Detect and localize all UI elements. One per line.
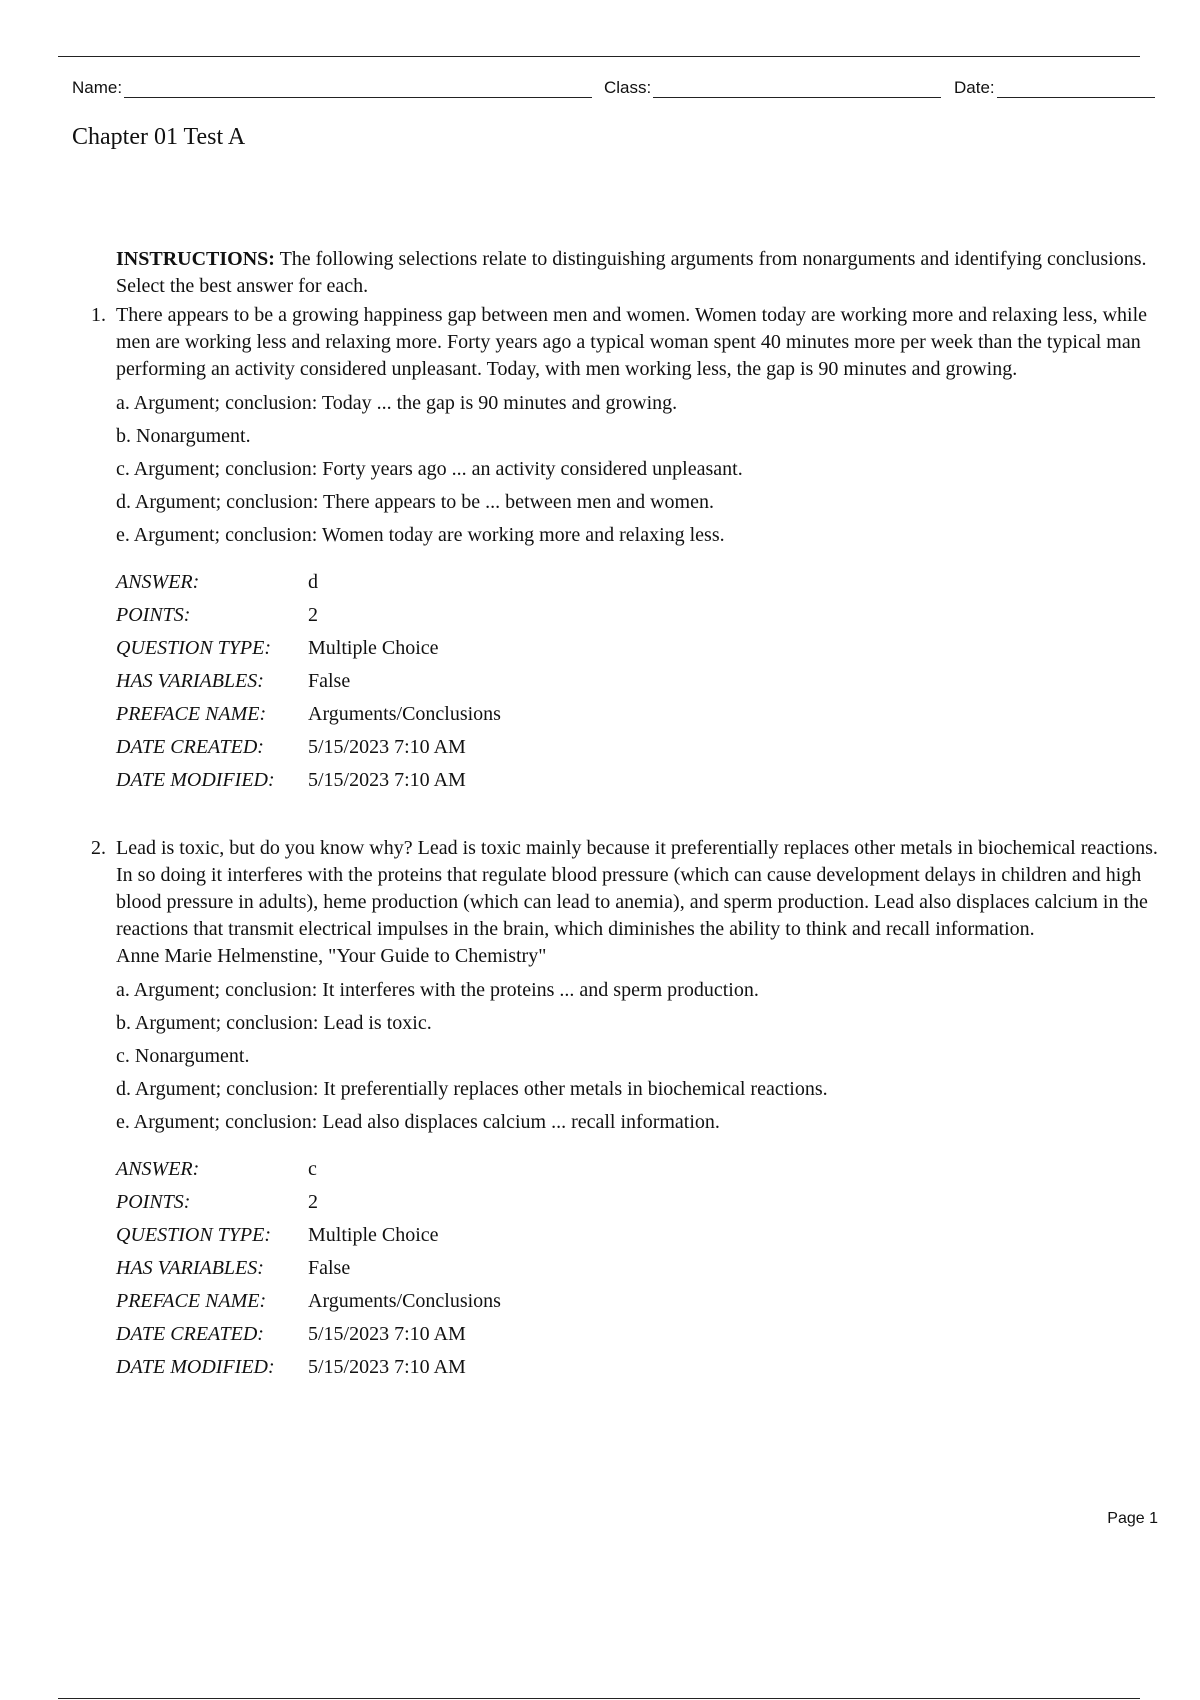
meta-row-question-type bbox=[116, 632, 501, 665]
instructions-heading: INSTRUCTIONS: bbox=[116, 248, 275, 270]
meta-row-preface-name bbox=[116, 1285, 501, 1318]
date-created-value: 5/15/2023 7:10 AM bbox=[308, 1323, 466, 1345]
choice-b: b. Argument; conclusion: Lead is toxic. bbox=[116, 1012, 432, 1034]
question-metadata bbox=[116, 1153, 501, 1384]
has-variables-value: False bbox=[308, 670, 351, 692]
top-rule bbox=[58, 56, 1140, 57]
name-label: Name: bbox=[72, 78, 123, 97]
question-text: There appears to be a growing happiness gap between men and women. Women today are working more and relaxing less, while men are working less and relaxing more. Forty years ago a typical woman spent 40 minutes more per week than the typical man performing an activity considered unpleasant. Today, with men working less, the gap is 90 minutes and growing. bbox=[116, 304, 1148, 380]
meta-label: PREFACE NAME: bbox=[116, 1290, 267, 1312]
test-content bbox=[91, 246, 1160, 1384]
question-type-value: Multiple Choice bbox=[308, 1224, 439, 1246]
meta-row-points bbox=[116, 1186, 501, 1219]
class-blank-line bbox=[653, 73, 941, 98]
choice-d: d. Argument; conclusion: There appears to be ... between men and women. bbox=[116, 491, 714, 513]
meta-label: POINTS: bbox=[116, 1191, 191, 1213]
meta-label: ANSWER: bbox=[116, 1158, 200, 1180]
answer-value: d bbox=[308, 571, 318, 593]
meta-label: POINTS: bbox=[116, 604, 191, 626]
choice-d: d. Argument; conclusion: It preferentially replaces other metals in biochemical reactions. bbox=[116, 1078, 828, 1100]
choice-c: c. Nonargument. bbox=[116, 1045, 250, 1067]
meta-label: DATE MODIFIED: bbox=[116, 1356, 275, 1378]
answer-value: c bbox=[308, 1158, 317, 1180]
has-variables-value: False bbox=[308, 1257, 351, 1279]
meta-row-preface-name bbox=[116, 698, 501, 731]
page-title: Chapter 01 Test A bbox=[72, 124, 246, 150]
answer-choices bbox=[116, 974, 1160, 1139]
question-number: 1. bbox=[91, 304, 106, 326]
meta-label: QUESTION TYPE: bbox=[116, 637, 272, 659]
meta-row-date-created bbox=[116, 731, 501, 764]
student-info-fields bbox=[72, 72, 1160, 102]
choice-e: e. Argument; conclusion: Women today are working more and relaxing less. bbox=[116, 524, 725, 546]
meta-label: DATE MODIFIED: bbox=[116, 769, 275, 791]
preface-name-value: Arguments/Conclusions bbox=[308, 703, 501, 725]
choice-a: a. Argument; conclusion: It interferes with the proteins ... and sperm production. bbox=[116, 979, 759, 1001]
meta-label: HAS VARIABLES: bbox=[116, 670, 264, 692]
meta-row-has-variables bbox=[116, 665, 501, 698]
question-type-value: Multiple Choice bbox=[308, 637, 439, 659]
bottom-rule bbox=[58, 1698, 1140, 1699]
meta-label: ANSWER: bbox=[116, 571, 200, 593]
meta-row-date-modified bbox=[116, 1351, 501, 1384]
meta-label: DATE CREATED: bbox=[116, 736, 264, 758]
question-1 bbox=[91, 302, 1160, 797]
question-number: 2. bbox=[91, 837, 106, 859]
date-created-value: 5/15/2023 7:10 AM bbox=[308, 736, 466, 758]
choice-e: e. Argument; conclusion: Lead also displaces calcium ... recall information. bbox=[116, 1111, 720, 1133]
points-value: 2 bbox=[308, 604, 318, 626]
choice-b: b. Nonargument. bbox=[116, 425, 251, 447]
points-value: 2 bbox=[308, 1191, 318, 1213]
question-source: Anne Marie Helmenstine, "Your Guide to Chemistry" bbox=[116, 945, 547, 967]
meta-row-date-modified bbox=[116, 764, 501, 797]
date-modified-value: 5/15/2023 7:10 AM bbox=[308, 1356, 466, 1378]
choice-c: c. Argument; conclusion: Forty years ago ... an activity considered unpleasant. bbox=[116, 458, 743, 480]
instructions bbox=[116, 246, 1160, 300]
page-number: Page 1 bbox=[1107, 1510, 1158, 1527]
date-modified-value: 5/15/2023 7:10 AM bbox=[308, 769, 466, 791]
date-field bbox=[954, 72, 1155, 98]
question-metadata bbox=[116, 566, 501, 797]
instructions-text: The following selections relate to distinguishing arguments from nonarguments and identifying conclusions. Select the best answer for each. bbox=[116, 248, 1147, 297]
name-field bbox=[72, 72, 592, 98]
meta-row-answer bbox=[116, 566, 501, 599]
answer-choices bbox=[116, 387, 1160, 552]
meta-row-answer bbox=[116, 1153, 501, 1186]
date-label: Date: bbox=[954, 78, 995, 97]
class-field bbox=[604, 72, 941, 98]
class-label: Class: bbox=[604, 78, 652, 97]
meta-label: QUESTION TYPE: bbox=[116, 1224, 272, 1246]
preface-name-value: Arguments/Conclusions bbox=[308, 1290, 501, 1312]
name-blank-line bbox=[124, 73, 592, 98]
meta-row-question-type bbox=[116, 1219, 501, 1252]
date-blank-line bbox=[997, 73, 1155, 98]
meta-label: DATE CREATED: bbox=[116, 1323, 264, 1345]
meta-row-has-variables bbox=[116, 1252, 501, 1285]
meta-row-date-created bbox=[116, 1318, 501, 1351]
question-2 bbox=[91, 835, 1160, 1384]
meta-label: HAS VARIABLES: bbox=[116, 1257, 264, 1279]
meta-row-points bbox=[116, 599, 501, 632]
meta-label: PREFACE NAME: bbox=[116, 703, 267, 725]
choice-a: a. Argument; conclusion: Today ... the gap is 90 minutes and growing. bbox=[116, 392, 678, 414]
question-text: Lead is toxic, but do you know why? Lead is toxic mainly because it preferentially replaces other metals in biochemical reactions. In so doing it interferes with the proteins that regulate blood pressure (which can cause development delays in children and high blood pressure in adults), heme production (which can lead to anemia), and sperm production. Lead also displaces calcium in the reactions that transmit electrical impulses in the brain, which diminishes the ability to think and recall information. bbox=[116, 837, 1158, 940]
